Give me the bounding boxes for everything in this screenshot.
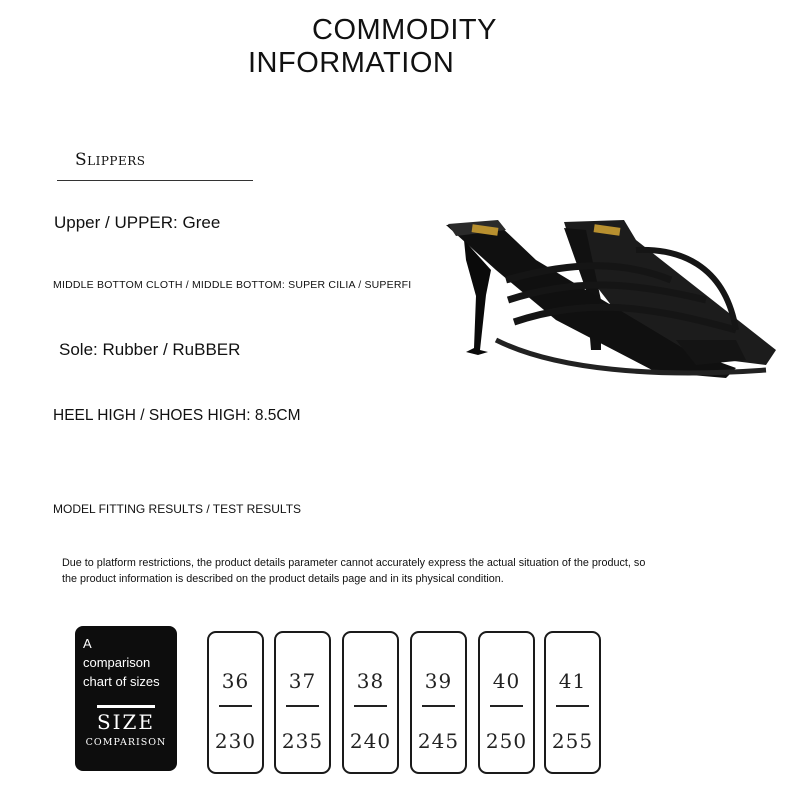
badge-comparison-label: COMPARISON — [85, 737, 167, 748]
size-mm: 255 — [551, 729, 594, 753]
size-card-divider — [219, 705, 252, 707]
badge-line-1: A — [83, 636, 92, 651]
notice-line-1: Due to platform restrictions, the product details parameter cannot accurately express the actual situation of the product, so — [62, 557, 646, 569]
size-eu: 36 — [221, 669, 250, 693]
size-eu: 40 — [492, 669, 521, 693]
spec-fitting-results: MODEL FITTING RESULTS / TEST RESULTS — [53, 502, 302, 516]
size-card-divider — [354, 705, 387, 707]
size-card — [274, 631, 331, 774]
size-card — [342, 631, 399, 774]
size-card-divider — [286, 705, 319, 707]
category-label: Slippers — [75, 150, 146, 170]
spec-heel-height: HEEL HIGH / SHOES HIGH: 8.5CM — [53, 407, 301, 424]
category-divider — [57, 180, 253, 181]
badge-divider — [97, 705, 155, 708]
product-image — [436, 200, 792, 390]
size-card — [410, 631, 467, 774]
size-eu: 41 — [558, 669, 587, 693]
size-card — [207, 631, 264, 774]
spec-sole: Sole: Rubber / RuBBER — [59, 340, 241, 359]
size-card — [544, 631, 601, 774]
badge-line-2: comparison — [83, 655, 151, 670]
size-eu: 37 — [288, 669, 317, 693]
spec-middle-bottom: MIDDLE BOTTOM CLOTH / MIDDLE BOTTOM: SUPER CILIA / SUPERFI — [53, 279, 412, 291]
spec-upper: Upper / UPPER: Gree — [54, 213, 221, 232]
page-title-line1: COMMODITY — [312, 14, 497, 46]
size-comparison-badge — [75, 626, 177, 771]
size-mm: 230 — [214, 729, 257, 753]
size-mm: 235 — [281, 729, 324, 753]
size-card-divider — [422, 705, 455, 707]
notice-line-2: the product information is described on the product details page and in its physical condition. — [62, 573, 504, 585]
slipper-icon — [436, 200, 792, 390]
badge-size-label: SIZE — [96, 710, 156, 734]
size-eu: 38 — [356, 669, 385, 693]
size-card-divider — [490, 705, 523, 707]
badge-line-3: chart of sizes — [83, 674, 160, 689]
size-mm: 245 — [417, 729, 460, 753]
size-mm: 250 — [485, 729, 528, 753]
page-title-line2: INFORMATION — [248, 47, 455, 79]
size-card-divider — [556, 705, 589, 707]
size-eu: 39 — [424, 669, 453, 693]
size-card — [478, 631, 535, 774]
size-mm: 240 — [349, 729, 392, 753]
